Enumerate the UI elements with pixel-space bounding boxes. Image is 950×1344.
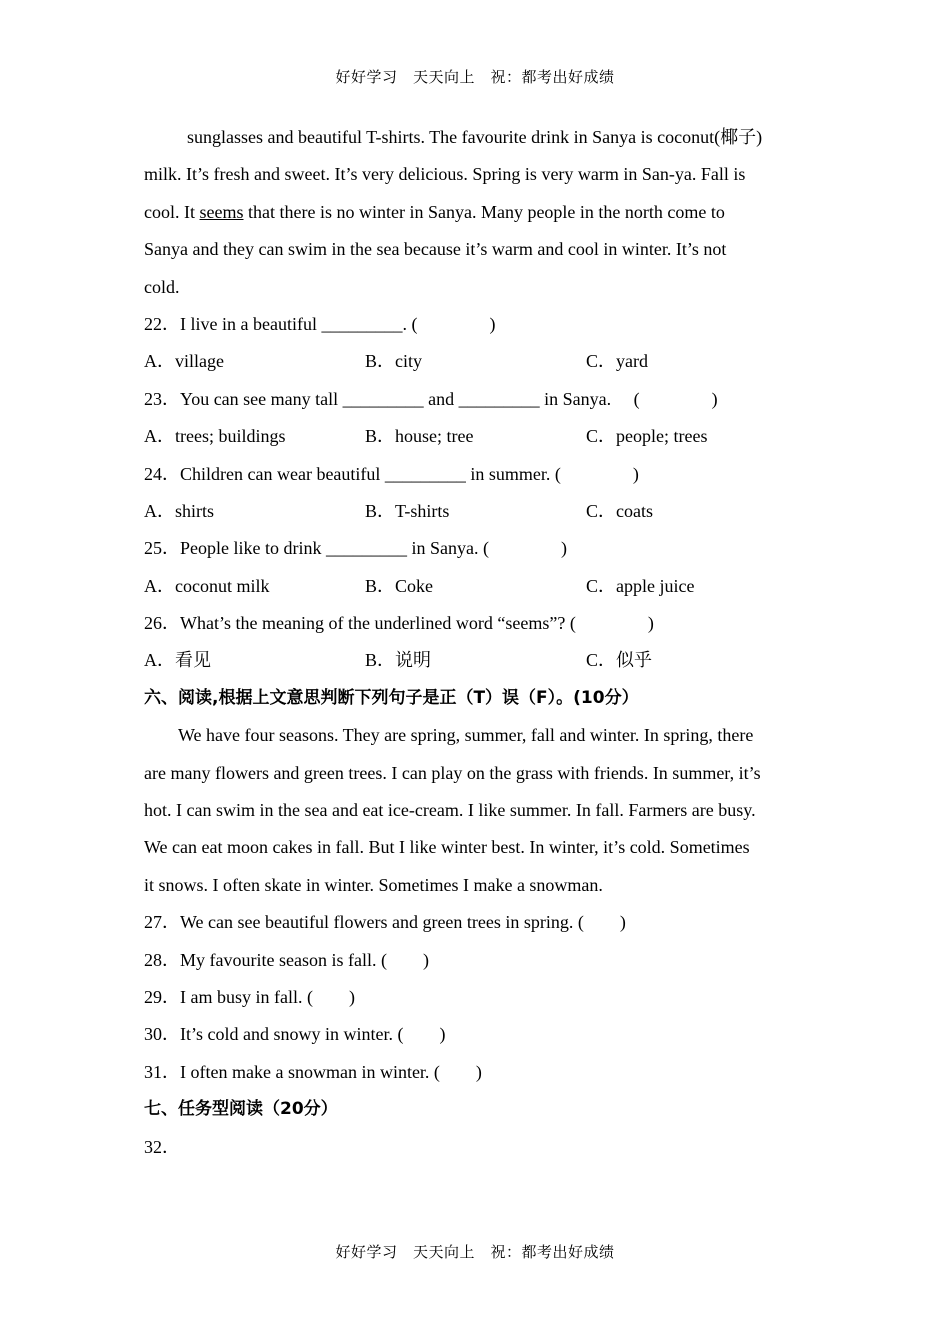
- judgement-item: 31．I often make a snowman in winter. ( ): [144, 1061, 482, 1082]
- option-a: A．shirts: [144, 500, 215, 521]
- judgement-item: 30．It’s cold and snowy in winter. ( ): [144, 1024, 446, 1045]
- question-stem: 22．I live in a beautiful _________. ( ): [144, 313, 496, 334]
- option-b: B．house; tree: [365, 426, 474, 447]
- passage1-line: Sanya and they can swim in the sea because it’s warm and cool in winter. It’s not: [144, 239, 727, 260]
- judgement-item: 29．I am busy in fall. ( ): [144, 986, 355, 1007]
- page-footer: 好好学习 天天向上 祝：都考出好成绩: [335, 1243, 615, 1261]
- question-stem: 23．You can see many tall _________ and _________ in Sanya. ( ): [144, 388, 718, 409]
- passage2-line: it snows. I often skate in winter. Sometimes I make a snowman.: [144, 874, 603, 895]
- options-row: [144, 493, 814, 530]
- options-row: [144, 568, 814, 605]
- option-a: A．village: [144, 351, 224, 372]
- passage2-line: hot. I can swim in the sea and eat ice-cream. I like summer. In fall. Farmers are busy.: [144, 800, 756, 821]
- passage1-line: sunglasses and beautiful T-shirts. The favourite drink in Sanya is coconut(椰子): [187, 127, 763, 147]
- passage1-text: that there is no winter in Sanya. Many people in the north come to: [243, 201, 725, 222]
- passage1-line: [144, 194, 814, 231]
- judgement-item: 27．We can see beautiful flowers and green trees in spring. ( ): [144, 912, 626, 933]
- option-a: A．coconut milk: [144, 575, 270, 596]
- option-a: A．看见: [144, 650, 211, 671]
- option-b: B．city: [365, 351, 422, 372]
- passage1-line: milk. It’s fresh and sweet. It’s very delicious. Spring is very warm in San-ya. Fall is: [144, 164, 746, 185]
- option-c: C．people; trees: [586, 426, 708, 447]
- underlined-word: seems: [199, 201, 244, 222]
- options-row: [144, 418, 814, 455]
- options-row: [144, 343, 814, 380]
- option-c: C．coats: [586, 500, 653, 521]
- judgement-item: 28．My favourite season is fall. ( ): [144, 949, 429, 970]
- passage2-line: are many flowers and green trees. I can play on the grass with friends. In summer, it’s: [144, 762, 761, 783]
- passage2-line: We have four seasons. They are spring, summer, fall and winter. In spring, there: [178, 725, 754, 746]
- page-header: 好好学习 天天向上 祝：都考出好成绩: [335, 68, 615, 86]
- document-body: [144, 119, 814, 1166]
- passage2-line: We can eat moon cakes in fall. But I like winter best. In winter, it’s cold. Sometimes: [144, 837, 750, 858]
- question-stem: 26．What’s the meaning of the underlined word “seems”? ( ): [144, 613, 654, 634]
- option-b: B．说明: [365, 650, 432, 671]
- question-stem: 24．Children can wear beautiful _________ in summer. ( ): [144, 463, 639, 484]
- question-stem: 25．People like to drink _________ in Sanya. ( ): [144, 538, 567, 559]
- option-b: B．Coke: [365, 575, 434, 596]
- section7-heading: 七、任务型阅读（20分）: [144, 1099, 338, 1120]
- section6-heading: 六、阅读,根据上文意思判断下列句子是正（T）误（F）。(10分）: [144, 687, 639, 708]
- option-a: A．trees; buildings: [144, 426, 286, 447]
- option-c: C．apple juice: [586, 575, 695, 596]
- option-b: B．T-shirts: [365, 500, 450, 521]
- passage1-text: cool. It: [144, 201, 200, 222]
- option-c: C．yard: [586, 351, 648, 372]
- options-row: [144, 642, 814, 679]
- option-c: C．似乎: [586, 650, 653, 671]
- question-number: 32．: [144, 1136, 180, 1157]
- passage1-line: cold.: [144, 276, 180, 297]
